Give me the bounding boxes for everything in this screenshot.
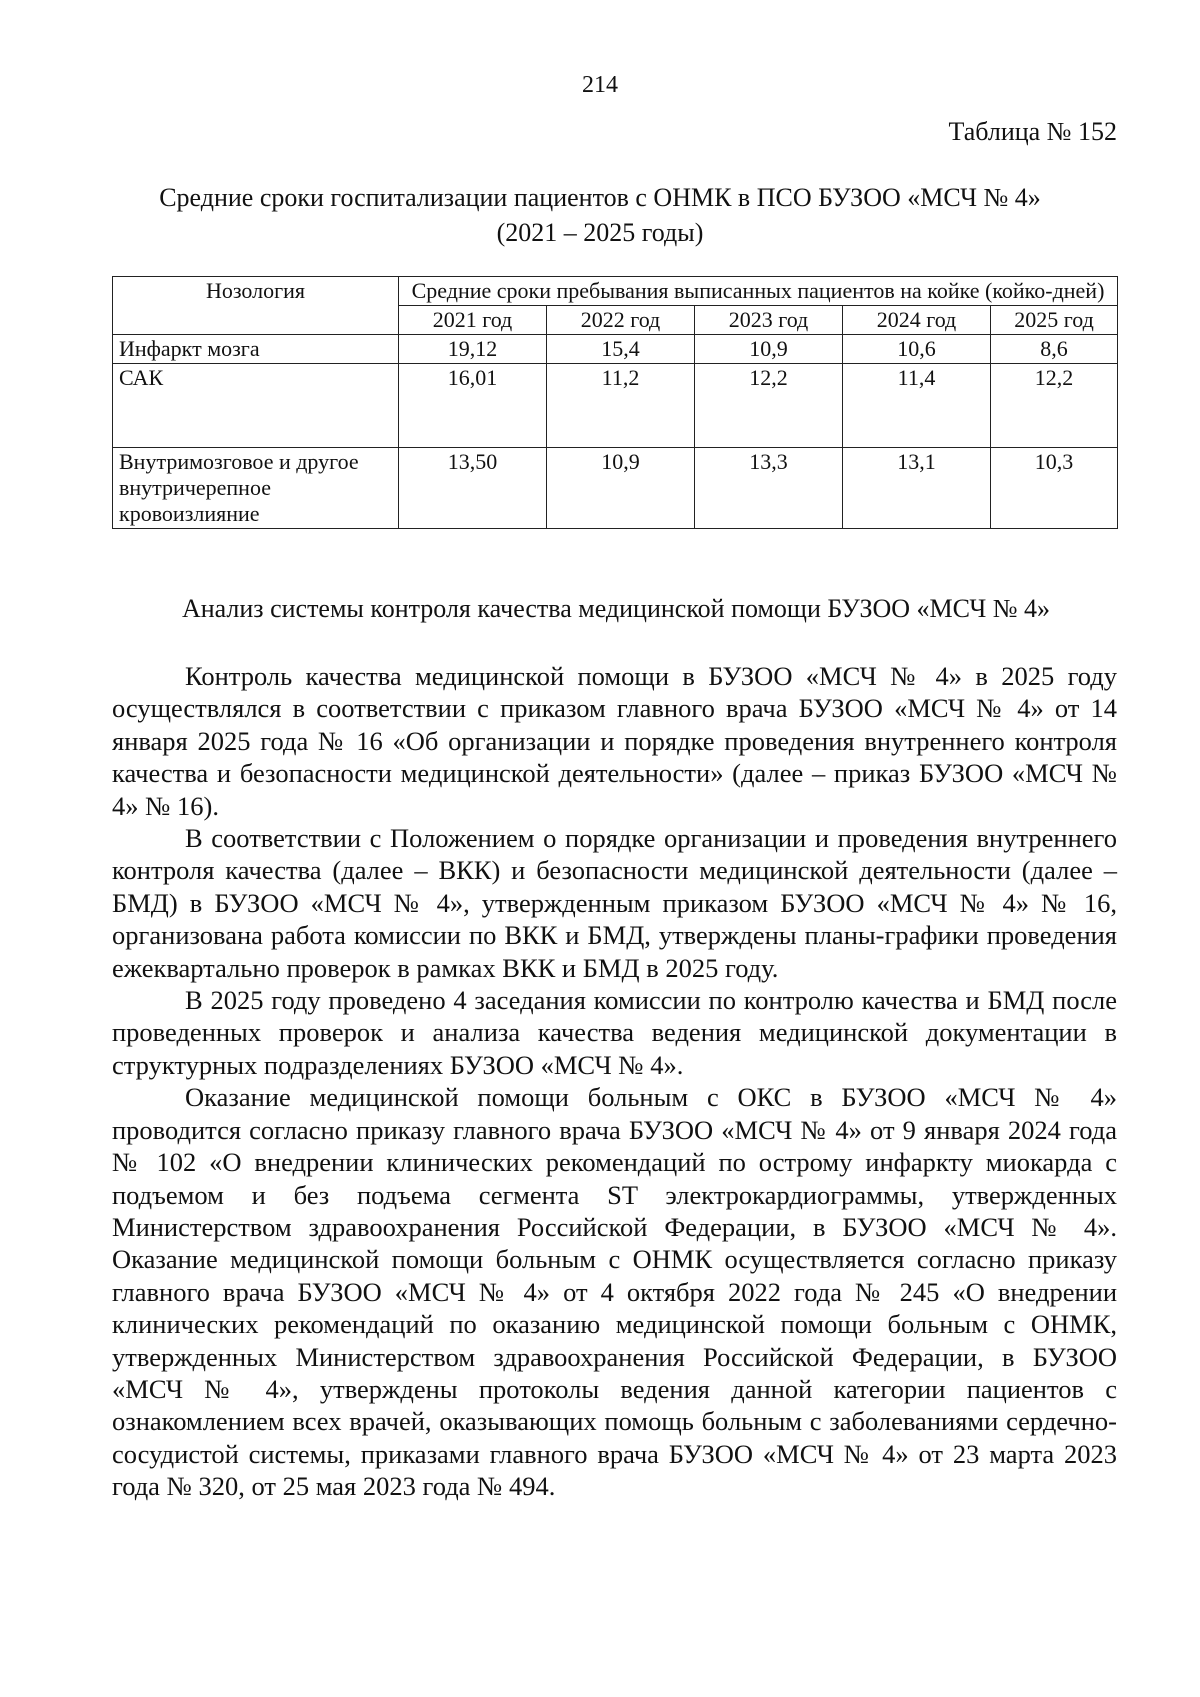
header-year: 2023 год (695, 306, 843, 335)
table-title-line1: Средние сроки госпитализации пациентов с ОНМК в ПСО БУЗОО «МСЧ № 4» (159, 183, 1041, 212)
row-value: 10,3 (991, 448, 1118, 529)
header-nosology: Нозология (113, 277, 399, 335)
paragraph: В 2025 году проведено 4 заседания комиссии по контролю качества и БМД после проведенных проверок и анализа качества ведения медицинской документации в структурных подразделениях БУЗОО «МСЧ № 4». (112, 985, 1117, 1080)
table-row (113, 448, 1118, 529)
header-year: 2025 год (991, 306, 1118, 335)
hospitalization-table (112, 276, 1118, 529)
row-value: 11,2 (547, 364, 695, 448)
row-value: 16,01 (399, 364, 547, 448)
row-nosology: Внутримозговое и другое внутричерепное кровоизлияние (113, 448, 399, 529)
row-value: 13,1 (843, 448, 991, 529)
row-value: 12,2 (695, 364, 843, 448)
row-value: 13,3 (695, 448, 843, 529)
header-year: 2024 год (843, 306, 991, 335)
table-label: Таблица № 152 (948, 117, 1117, 146)
header-avg-stay: Средние сроки пребывания выписанных пациентов на койке (койко-дней) (399, 277, 1118, 306)
header-year: 2021 год (399, 306, 547, 335)
row-value: 13,50 (399, 448, 547, 529)
row-value: 11,4 (843, 364, 991, 448)
row-value: 8,6 (991, 335, 1118, 364)
row-nosology: САК (113, 364, 399, 448)
row-nosology: Инфаркт мозга (113, 335, 399, 364)
table-header-row (113, 277, 1118, 306)
row-value: 19,12 (399, 335, 547, 364)
table-row (113, 335, 1118, 364)
body-text (112, 660, 1117, 1503)
table-row (113, 364, 1118, 448)
table-title (0, 180, 1200, 250)
paragraph: В соответствии с Положением о порядке организации и проведения внутреннего контроля качества (далее – ВКК) и безопасности медицинской деятельности (далее – БМД) в БУЗОО «МСЧ № 4», утвержденным приказом БУЗОО «МСЧ № 4» № 16, организована работа комиссии по ВКК и БМД, утверждены планы-графики проведения ежеквартально проверок в рамках ВКК и БМД в 2025 году. (112, 823, 1117, 983)
header-year: 2022 год (547, 306, 695, 335)
paragraph: Контроль качества медицинской помощи в БУЗОО «МСЧ № 4» в 2025 году осуществлялся в соответствии с приказом главного врача БУЗОО «МСЧ № 4» от 14 января 2025 года № 16 «Об организации и порядке проведения внутреннего контроля качества и безопасности медицинской деятельности» (далее – приказ БУЗОО «МСЧ № 4» № 16). (112, 661, 1117, 821)
row-value: 15,4 (547, 335, 695, 364)
page-number: 214 (582, 72, 618, 98)
section-heading: Анализ системы контроля качества медицинской помощи БУЗОО «МСЧ № 4» (181, 594, 1051, 623)
row-value: 12,2 (991, 364, 1118, 448)
paragraph: Оказание медицинской помощи больным с ОКС в БУЗОО «МСЧ № 4» проводится согласно приказу главного врача БУЗОО «МСЧ № 4» от 9 января 2024 года № 102 «О внедрении клинических рекомендаций по острому инфаркту миокарда с подъемом и без подъема сегмента ST электрокардиограммы, утвержденных Министерством здравоохранения Российской Федерации, в БУЗОО «МСЧ № 4». Оказание медицинской помощи больным с ОНМК осуществляется согласно приказу главного врача БУЗОО «МСЧ № 4» от 4 октября 2022 года № 245 «О внедрении клинических рекомендаций по оказанию медицинской помощи больным с ОНМК, утвержденных Министерством здравоохранения Российской Федерации, в БУЗОО «МСЧ № 4», утверждены протоколы ведения данной категории пациентов с ознакомлением всех врачей, оказывающих помощь больным с заболеваниями сердечно-сосудистой системы, приказами главного врача БУЗОО «МСЧ № 4» от 23 марта 2023 года № 320, от 25 мая 2023 года № 494. (112, 1082, 1117, 1502)
table-title-line2: (2021 – 2025 годы) (496, 218, 704, 247)
row-value: 10,6 (843, 335, 991, 364)
row-value: 10,9 (695, 335, 843, 364)
row-value: 10,9 (547, 448, 695, 529)
